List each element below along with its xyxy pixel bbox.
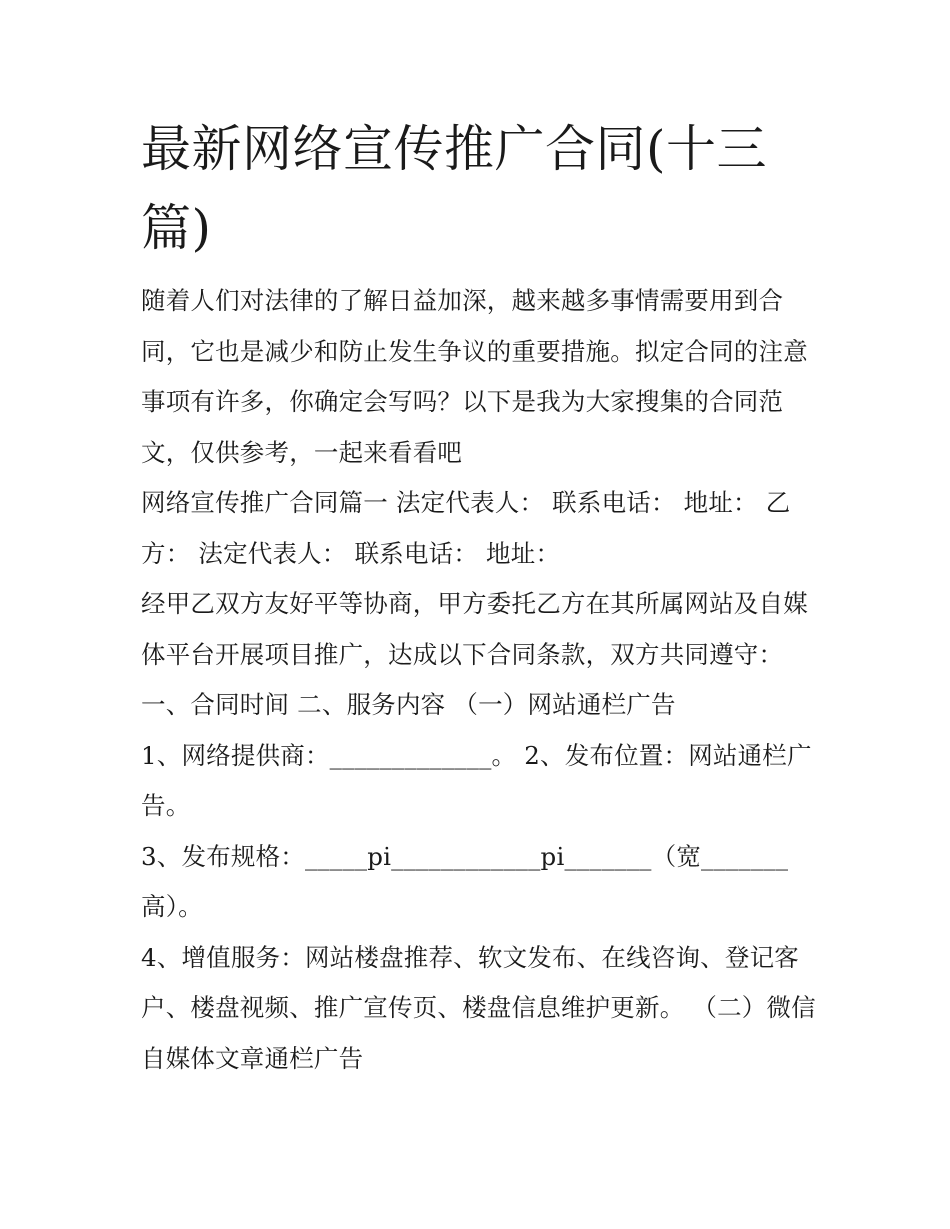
paragraph-sections: 一、合同时间 二、服务内容 （一）网站通栏广告	[141, 690, 676, 719]
paragraph-clause-3: 3、发布规格：_____pi____________pi_______（宽_______高）。	[141, 841, 789, 921]
document-body	[141, 276, 821, 1084]
paragraph-clause-4: 4、增值服务：网站楼盘推荐、软文发布、在线咨询、登记客户、楼盘视频、推广宣传页、楼盘信息维护更新。 （二）微信自媒体文章通栏广告	[141, 942, 816, 1073]
paragraph-agreement: 经甲乙双方友好平等协商，甲方委托乙方在其所属网站及自媒体平台开展项目推广，达成以下合同条款，双方共同遵守：	[141, 589, 808, 669]
document-title: 最新网络宣传推广合同(十三篇)	[141, 120, 768, 257]
paragraph-clause-1-2: 1、网络提供商：_____________。 2、发布位置：网站通栏广告。	[141, 740, 812, 820]
paragraph-parties: 网络宣传推广合同篇一 法定代表人： 联系电话： 地址： 乙方： 法定代表人： 联系电话： 地址：	[141, 488, 791, 568]
paragraph-intro: 随着人们对法律的了解日益加深，越来越多事情需要用到合同，它也是减少和防止发生争议的重要措施。拟定合同的注意事项有许多，你确定会写吗？以下是我为大家搜集的合同范文，仅供参考，一起来看看吧	[141, 286, 808, 467]
